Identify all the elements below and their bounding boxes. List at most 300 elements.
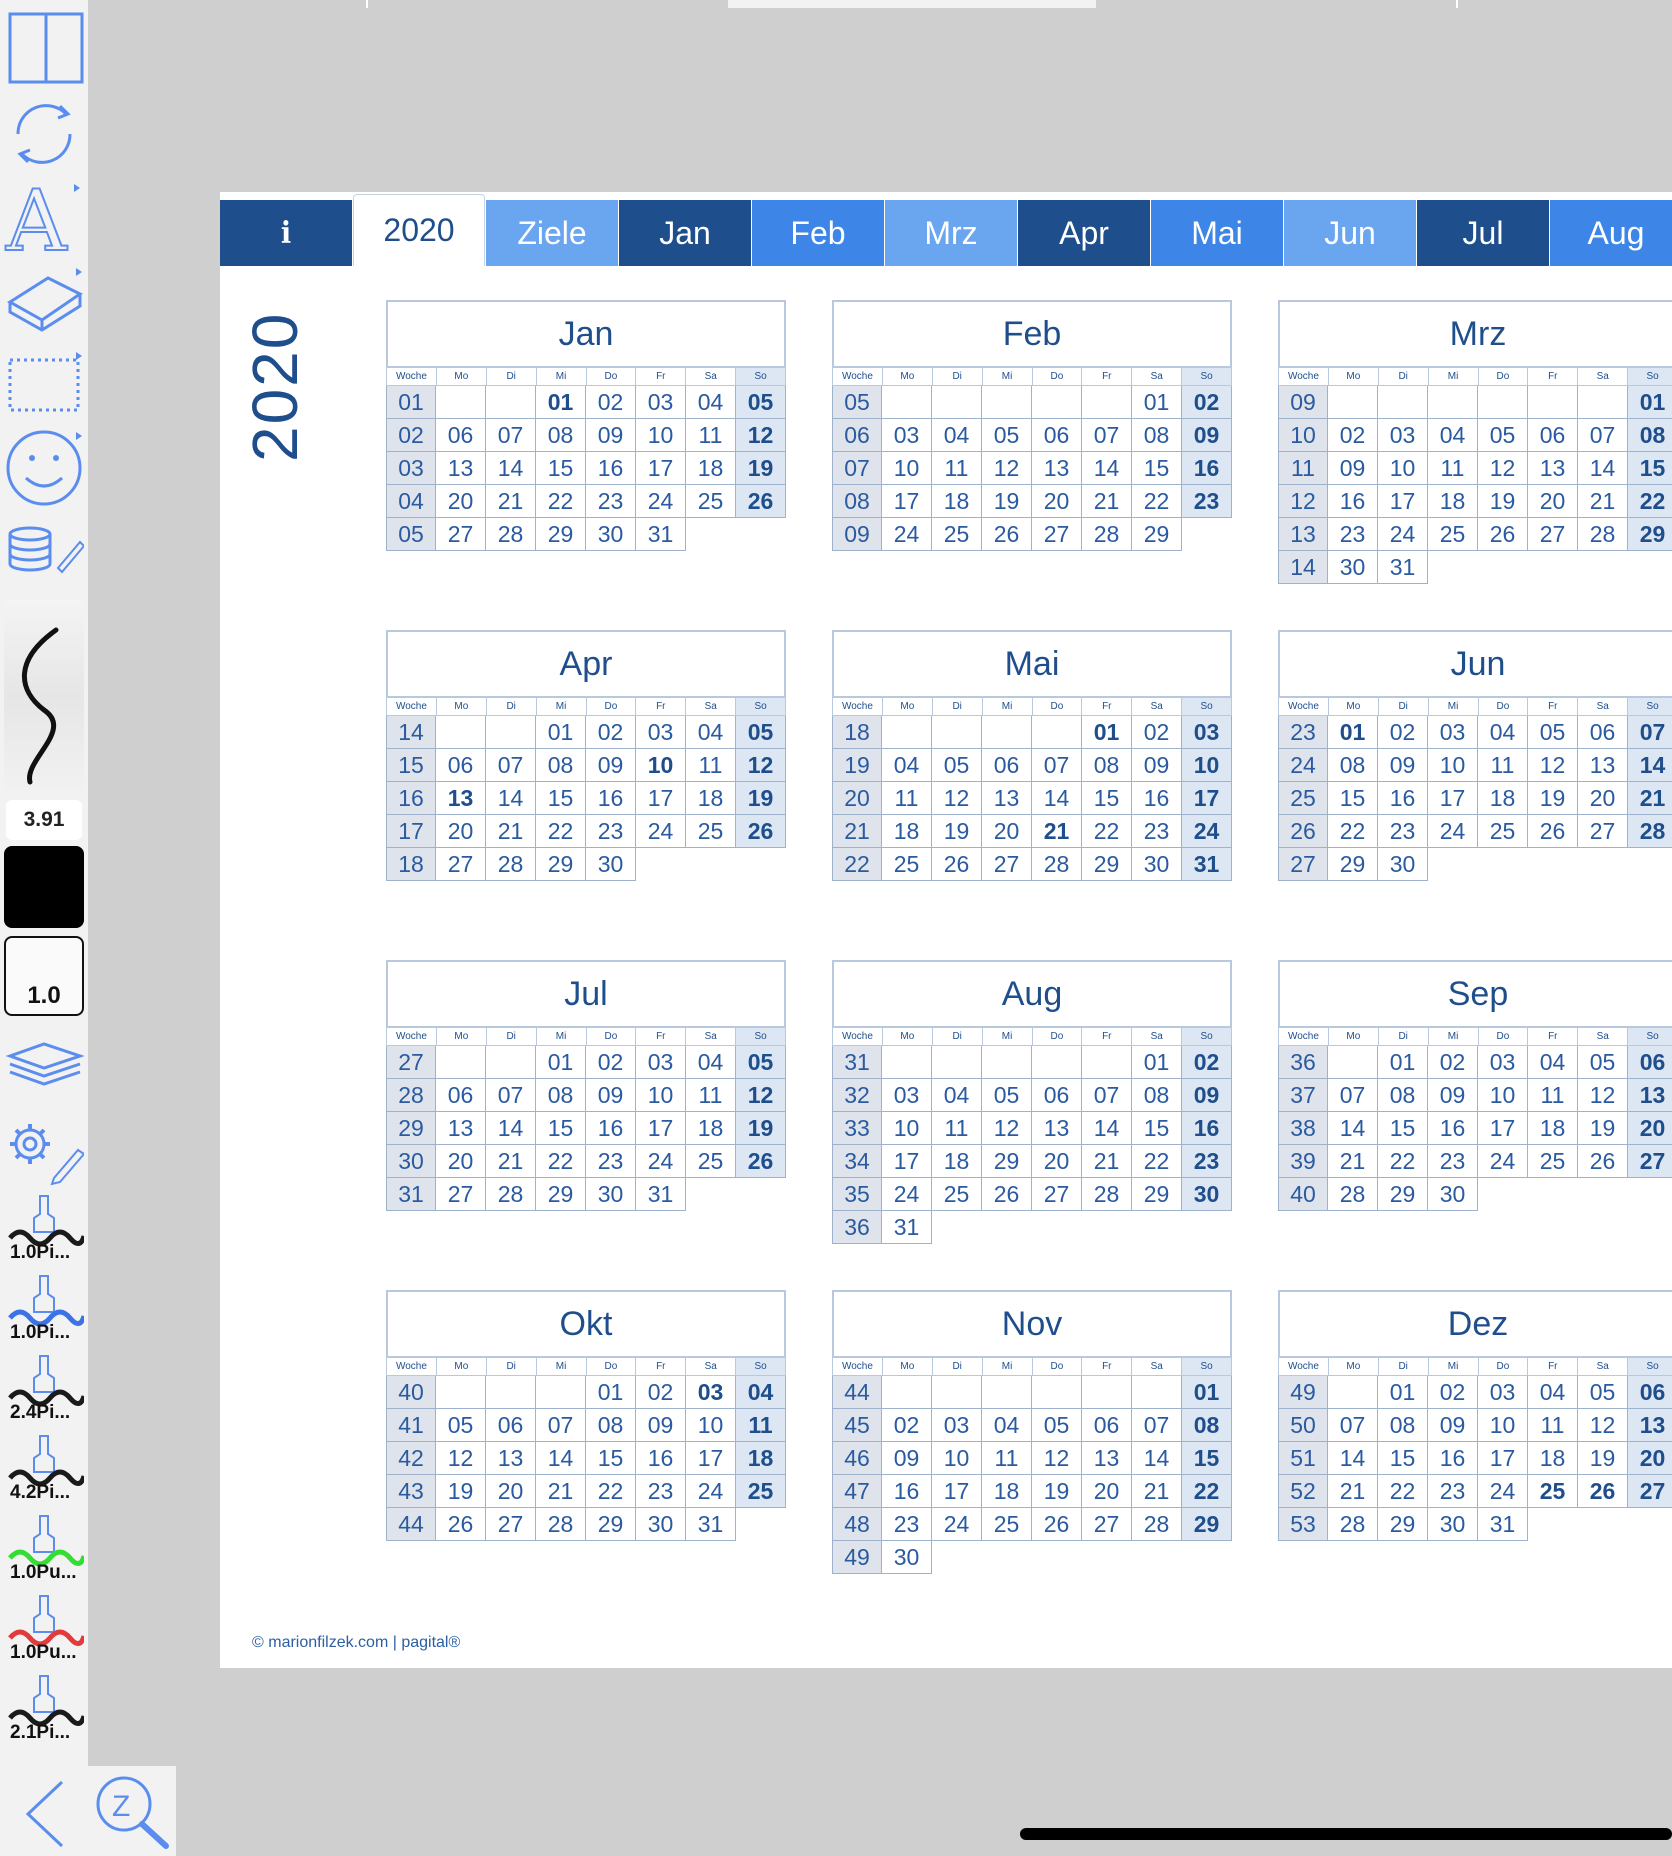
day-cell[interactable]: 29 (1082, 848, 1132, 881)
tab-2020[interactable]: 2020 (353, 194, 485, 266)
layers-edit-icon[interactable] (4, 524, 84, 576)
week-number[interactable]: 01 (386, 386, 436, 419)
day-cell[interactable]: 12 (1032, 1442, 1082, 1475)
day-cell[interactable]: 14 (486, 1112, 536, 1145)
day-cell[interactable]: 31 (636, 518, 686, 551)
day-cell[interactable]: 29 (1328, 848, 1378, 881)
pen-preset-7[interactable] (4, 1672, 84, 1748)
day-cell[interactable]: 08 (536, 419, 586, 452)
day-cell[interactable]: 18 (686, 782, 736, 815)
day-cell[interactable]: 03 (1478, 1046, 1528, 1079)
day-cell[interactable]: 04 (982, 1409, 1032, 1442)
day-cell[interactable]: 01 (586, 1376, 636, 1409)
day-cell[interactable]: 20 (1628, 1112, 1672, 1145)
day-cell[interactable]: 21 (536, 1475, 586, 1508)
day-cell[interactable]: 20 (486, 1475, 536, 1508)
settings-gear-icon[interactable] (4, 1112, 84, 1186)
day-cell[interactable]: 31 (1478, 1508, 1528, 1541)
day-cell[interactable]: 30 (1428, 1178, 1478, 1211)
day-cell[interactable]: 30 (1428, 1508, 1478, 1541)
day-cell[interactable]: 25 (1428, 518, 1478, 551)
day-cell[interactable]: 08 (536, 1079, 586, 1112)
day-cell[interactable]: 11 (686, 749, 736, 782)
day-cell[interactable]: 05 (982, 1079, 1032, 1112)
week-number[interactable]: 02 (386, 419, 436, 452)
pen-preset-2[interactable] (4, 1272, 84, 1348)
day-cell[interactable]: 11 (736, 1409, 786, 1442)
day-cell[interactable]: 13 (1082, 1442, 1132, 1475)
day-cell[interactable]: 01 (1378, 1046, 1428, 1079)
day-cell[interactable]: 29 (1628, 518, 1672, 551)
day-cell[interactable]: 27 (436, 1178, 486, 1211)
day-cell[interactable]: 22 (1082, 815, 1132, 848)
day-cell[interactable]: 12 (1578, 1409, 1628, 1442)
day-cell[interactable]: 14 (486, 782, 536, 815)
week-number[interactable]: 24 (1278, 749, 1328, 782)
day-cell[interactable]: 08 (1378, 1079, 1428, 1112)
tab-mrz[interactable]: Mrz (885, 200, 1017, 266)
day-cell[interactable]: 25 (1528, 1475, 1578, 1508)
week-number[interactable]: 39 (1278, 1145, 1328, 1178)
day-cell[interactable]: 28 (486, 518, 536, 551)
day-cell[interactable]: 15 (1378, 1112, 1428, 1145)
day-cell[interactable]: 06 (1082, 1409, 1132, 1442)
day-cell[interactable]: 23 (586, 1145, 636, 1178)
day-cell[interactable]: 03 (1428, 716, 1478, 749)
week-number[interactable]: 09 (832, 518, 882, 551)
day-cell[interactable]: 19 (736, 782, 786, 815)
day-cell[interactable]: 06 (436, 419, 486, 452)
day-cell[interactable]: 07 (1132, 1409, 1182, 1442)
day-cell[interactable]: 26 (1578, 1475, 1628, 1508)
day-cell[interactable]: 06 (436, 1079, 486, 1112)
day-cell[interactable]: 13 (486, 1442, 536, 1475)
day-cell[interactable]: 17 (1378, 485, 1428, 518)
day-cell[interactable]: 15 (536, 782, 586, 815)
day-cell[interactable]: 31 (636, 1178, 686, 1211)
day-cell[interactable]: 25 (686, 815, 736, 848)
day-cell[interactable]: 18 (1478, 782, 1528, 815)
day-cell[interactable]: 06 (982, 749, 1032, 782)
lasso-select-icon[interactable] (4, 346, 84, 416)
day-cell[interactable]: 04 (686, 716, 736, 749)
day-cell[interactable]: 22 (536, 815, 586, 848)
day-cell[interactable]: 24 (636, 1145, 686, 1178)
day-cell[interactable]: 07 (1578, 419, 1628, 452)
day-cell[interactable]: 02 (636, 1376, 686, 1409)
day-cell[interactable]: 26 (1032, 1508, 1082, 1541)
day-cell[interactable]: 09 (1132, 749, 1182, 782)
day-cell[interactable]: 18 (736, 1442, 786, 1475)
day-cell[interactable]: 11 (1528, 1409, 1578, 1442)
day-cell[interactable]: 02 (1378, 716, 1428, 749)
day-cell[interactable]: 19 (736, 452, 786, 485)
day-cell[interactable]: 09 (1182, 419, 1232, 452)
day-cell[interactable]: 21 (486, 485, 536, 518)
day-cell[interactable]: 13 (1628, 1409, 1672, 1442)
day-cell[interactable]: 28 (1328, 1178, 1378, 1211)
month-title[interactable]: Jul (386, 960, 786, 1028)
day-cell[interactable]: 20 (436, 1145, 486, 1178)
day-cell[interactable]: 27 (1528, 518, 1578, 551)
week-number[interactable]: 45 (832, 1409, 882, 1442)
day-cell[interactable]: 25 (1528, 1145, 1578, 1178)
tab-jan[interactable]: Jan (619, 200, 751, 266)
day-cell[interactable]: 12 (1478, 452, 1528, 485)
week-number[interactable]: 03 (386, 452, 436, 485)
day-cell[interactable]: 12 (1528, 749, 1578, 782)
day-cell[interactable]: 23 (586, 485, 636, 518)
month-title[interactable]: Dez (1278, 1290, 1672, 1358)
day-cell[interactable]: 06 (1032, 419, 1082, 452)
day-cell[interactable]: 05 (1578, 1046, 1628, 1079)
day-cell[interactable]: 09 (1378, 749, 1428, 782)
day-cell[interactable]: 10 (882, 1112, 932, 1145)
week-number[interactable]: 10 (1278, 419, 1328, 452)
day-cell[interactable]: 25 (686, 1145, 736, 1178)
day-cell[interactable]: 27 (1628, 1475, 1672, 1508)
day-cell[interactable]: 29 (536, 1178, 586, 1211)
day-cell[interactable]: 26 (982, 518, 1032, 551)
day-cell[interactable]: 31 (1378, 551, 1428, 584)
week-number[interactable]: 07 (832, 452, 882, 485)
day-cell[interactable]: 31 (882, 1211, 932, 1244)
day-cell[interactable]: 14 (1578, 452, 1628, 485)
day-cell[interactable]: 06 (436, 749, 486, 782)
month-title[interactable]: Jan (386, 300, 786, 368)
day-cell[interactable]: 27 (1628, 1145, 1672, 1178)
day-cell[interactable]: 08 (1628, 419, 1672, 452)
day-cell[interactable]: 14 (1082, 452, 1132, 485)
day-cell[interactable]: 12 (436, 1442, 486, 1475)
day-cell[interactable]: 10 (636, 419, 686, 452)
pen-preset-1[interactable] (4, 1192, 84, 1268)
day-cell[interactable]: 11 (1478, 749, 1528, 782)
day-cell[interactable]: 02 (586, 716, 636, 749)
day-cell[interactable]: 09 (586, 1079, 636, 1112)
day-cell[interactable]: 02 (882, 1409, 932, 1442)
day-cell[interactable]: 16 (1328, 485, 1378, 518)
week-number[interactable]: 36 (832, 1211, 882, 1244)
day-cell[interactable]: 07 (1628, 716, 1672, 749)
day-cell[interactable]: 24 (1478, 1475, 1528, 1508)
day-cell[interactable]: 22 (1628, 485, 1672, 518)
day-cell[interactable]: 23 (1182, 1145, 1232, 1178)
day-cell[interactable]: 28 (1578, 518, 1628, 551)
day-cell[interactable]: 20 (982, 815, 1032, 848)
day-cell[interactable]: 17 (1428, 782, 1478, 815)
day-cell[interactable]: 31 (686, 1508, 736, 1541)
day-cell[interactable]: 24 (882, 1178, 932, 1211)
day-cell[interactable]: 10 (1378, 452, 1428, 485)
day-cell[interactable]: 20 (436, 485, 486, 518)
day-cell[interactable]: 13 (982, 782, 1032, 815)
day-cell[interactable]: 01 (1082, 716, 1132, 749)
day-cell[interactable]: 29 (1132, 518, 1182, 551)
week-number[interactable]: 18 (832, 716, 882, 749)
day-cell[interactable]: 14 (1328, 1112, 1378, 1145)
week-number[interactable]: 44 (386, 1508, 436, 1541)
day-cell[interactable]: 29 (1132, 1178, 1182, 1211)
month-title[interactable]: Nov (832, 1290, 1232, 1358)
day-cell[interactable]: 03 (686, 1376, 736, 1409)
day-cell[interactable]: 04 (882, 749, 932, 782)
day-cell[interactable]: 19 (1478, 485, 1528, 518)
day-cell[interactable]: 03 (882, 419, 932, 452)
day-cell[interactable]: 21 (1032, 815, 1082, 848)
day-cell[interactable]: 26 (736, 815, 786, 848)
day-cell[interactable]: 29 (1182, 1508, 1232, 1541)
day-cell[interactable]: 13 (1578, 749, 1628, 782)
week-number[interactable]: 27 (1278, 848, 1328, 881)
day-cell[interactable]: 19 (736, 1112, 786, 1145)
opacity-value[interactable]: 1.0 (4, 936, 84, 1016)
day-cell[interactable]: 26 (1528, 815, 1578, 848)
back-chevron-icon[interactable] (18, 1776, 74, 1850)
day-cell[interactable]: 11 (1528, 1079, 1578, 1112)
week-number[interactable]: 46 (832, 1442, 882, 1475)
day-cell[interactable]: 07 (1328, 1409, 1378, 1442)
day-cell[interactable]: 23 (1378, 815, 1428, 848)
day-cell[interactable]: 14 (1082, 1112, 1132, 1145)
day-cell[interactable]: 17 (1182, 782, 1232, 815)
day-cell[interactable]: 16 (1428, 1442, 1478, 1475)
day-cell[interactable]: 02 (1328, 419, 1378, 452)
pen-preset-5[interactable] (4, 1512, 84, 1588)
day-cell[interactable]: 28 (536, 1508, 586, 1541)
stroke-preview[interactable] (4, 600, 84, 790)
day-cell[interactable]: 22 (586, 1475, 636, 1508)
day-cell[interactable]: 07 (1082, 1079, 1132, 1112)
day-cell[interactable]: 27 (982, 848, 1032, 881)
tab-mai[interactable]: Mai (1151, 200, 1283, 266)
day-cell[interactable]: 04 (686, 386, 736, 419)
month-title[interactable]: Aug (832, 960, 1232, 1028)
week-number[interactable]: 42 (386, 1442, 436, 1475)
day-cell[interactable]: 16 (586, 782, 636, 815)
day-cell[interactable]: 17 (636, 452, 686, 485)
day-cell[interactable]: 30 (586, 518, 636, 551)
week-number[interactable]: 12 (1278, 485, 1328, 518)
week-number[interactable]: 38 (1278, 1112, 1328, 1145)
eraser-icon[interactable] (4, 262, 84, 334)
day-cell[interactable]: 21 (486, 1145, 536, 1178)
day-cell[interactable]: 25 (932, 518, 982, 551)
week-number[interactable]: 26 (1278, 815, 1328, 848)
split-view-icon[interactable] (4, 10, 84, 86)
day-cell[interactable]: 21 (1328, 1145, 1378, 1178)
week-number[interactable]: 17 (386, 815, 436, 848)
day-cell[interactable]: 11 (932, 1112, 982, 1145)
day-cell[interactable]: 28 (486, 848, 536, 881)
week-number[interactable]: 30 (386, 1145, 436, 1178)
color-swatch[interactable] (4, 846, 84, 928)
week-number[interactable]: 18 (386, 848, 436, 881)
day-cell[interactable]: 15 (1132, 452, 1182, 485)
day-cell[interactable]: 26 (436, 1508, 486, 1541)
day-cell[interactable]: 12 (932, 782, 982, 815)
day-cell[interactable]: 29 (536, 518, 586, 551)
week-number[interactable]: 04 (386, 485, 436, 518)
day-cell[interactable]: 23 (1182, 485, 1232, 518)
day-cell[interactable]: 21 (1328, 1475, 1378, 1508)
day-cell[interactable]: 12 (1578, 1079, 1628, 1112)
day-cell[interactable]: 17 (1478, 1442, 1528, 1475)
day-cell[interactable]: 01 (1132, 386, 1182, 419)
day-cell[interactable]: 02 (586, 1046, 636, 1079)
week-number[interactable]: 51 (1278, 1442, 1328, 1475)
day-cell[interactable]: 05 (736, 716, 786, 749)
day-cell[interactable]: 26 (932, 848, 982, 881)
day-cell[interactable]: 01 (1132, 1046, 1182, 1079)
day-cell[interactable]: 06 (1528, 419, 1578, 452)
day-cell[interactable]: 28 (486, 1178, 536, 1211)
day-cell[interactable]: 30 (882, 1541, 932, 1574)
day-cell[interactable]: 08 (586, 1409, 636, 1442)
day-cell[interactable]: 13 (1032, 452, 1082, 485)
month-title[interactable]: Feb (832, 300, 1232, 368)
day-cell[interactable]: 09 (882, 1442, 932, 1475)
day-cell[interactable]: 19 (436, 1475, 486, 1508)
week-number[interactable]: 13 (1278, 518, 1328, 551)
day-cell[interactable]: 05 (436, 1409, 486, 1442)
day-cell[interactable]: 04 (1528, 1376, 1578, 1409)
day-cell[interactable]: 05 (1032, 1409, 1082, 1442)
day-cell[interactable]: 03 (882, 1079, 932, 1112)
day-cell[interactable]: 09 (1428, 1409, 1478, 1442)
day-cell[interactable]: 17 (882, 1145, 932, 1178)
day-cell[interactable]: 27 (486, 1508, 536, 1541)
day-cell[interactable]: 23 (586, 815, 636, 848)
week-number[interactable]: 40 (386, 1376, 436, 1409)
day-cell[interactable]: 23 (1132, 815, 1182, 848)
day-cell[interactable]: 04 (932, 419, 982, 452)
day-cell[interactable]: 13 (1032, 1112, 1082, 1145)
day-cell[interactable]: 18 (1528, 1442, 1578, 1475)
day-cell[interactable]: 04 (1528, 1046, 1578, 1079)
day-cell[interactable]: 13 (1528, 452, 1578, 485)
day-cell[interactable]: 20 (1032, 1145, 1082, 1178)
day-cell[interactable]: 03 (1478, 1376, 1528, 1409)
week-number[interactable]: 34 (832, 1145, 882, 1178)
day-cell[interactable]: 18 (982, 1475, 1032, 1508)
tab-ziele[interactable]: Ziele (486, 200, 618, 266)
day-cell[interactable]: 02 (586, 386, 636, 419)
text-tool-icon[interactable] (4, 176, 84, 256)
day-cell[interactable]: 28 (1628, 815, 1672, 848)
month-title[interactable]: Apr (386, 630, 786, 698)
day-cell[interactable]: 07 (486, 749, 536, 782)
day-cell[interactable]: 21 (1082, 485, 1132, 518)
day-cell[interactable]: 28 (1082, 518, 1132, 551)
day-cell[interactable]: 21 (486, 815, 536, 848)
week-number[interactable]: 15 (386, 749, 436, 782)
day-cell[interactable]: 24 (1378, 518, 1428, 551)
day-cell[interactable]: 30 (1182, 1178, 1232, 1211)
pen-preset-4[interactable] (4, 1432, 84, 1508)
week-number[interactable]: 33 (832, 1112, 882, 1145)
day-cell[interactable]: 02 (1428, 1376, 1478, 1409)
day-cell[interactable]: 08 (1082, 749, 1132, 782)
day-cell[interactable]: 23 (636, 1475, 686, 1508)
week-number[interactable]: 50 (1278, 1409, 1328, 1442)
day-cell[interactable]: 28 (1328, 1508, 1378, 1541)
day-cell[interactable]: 22 (1378, 1145, 1428, 1178)
day-cell[interactable]: 15 (1132, 1112, 1182, 1145)
day-cell[interactable]: 26 (1578, 1145, 1628, 1178)
week-number[interactable]: 09 (1278, 386, 1328, 419)
week-number[interactable]: 41 (386, 1409, 436, 1442)
day-cell[interactable]: 05 (1478, 419, 1528, 452)
day-cell[interactable]: 29 (1378, 1508, 1428, 1541)
month-title[interactable]: Mrz (1278, 300, 1672, 368)
day-cell[interactable]: 05 (982, 419, 1032, 452)
day-cell[interactable]: 29 (982, 1145, 1032, 1178)
day-cell[interactable]: 25 (982, 1508, 1032, 1541)
day-cell[interactable]: 17 (636, 782, 686, 815)
day-cell[interactable]: 22 (1378, 1475, 1428, 1508)
day-cell[interactable]: 08 (1132, 1079, 1182, 1112)
day-cell[interactable]: 06 (1578, 716, 1628, 749)
day-cell[interactable]: 15 (536, 452, 586, 485)
day-cell[interactable]: 06 (1628, 1046, 1672, 1079)
day-cell[interactable]: 06 (1032, 1079, 1082, 1112)
day-cell[interactable]: 12 (736, 749, 786, 782)
day-cell[interactable]: 04 (686, 1046, 736, 1079)
tab-apr[interactable]: Apr (1018, 200, 1150, 266)
day-cell[interactable]: 18 (686, 1112, 736, 1145)
week-number[interactable]: 14 (1278, 551, 1328, 584)
day-cell[interactable]: 19 (1528, 782, 1578, 815)
day-cell[interactable]: 25 (882, 848, 932, 881)
day-cell[interactable]: 12 (982, 452, 1032, 485)
day-cell[interactable]: 04 (736, 1376, 786, 1409)
day-cell[interactable]: 30 (586, 848, 636, 881)
day-cell[interactable]: 17 (932, 1475, 982, 1508)
week-number[interactable]: 53 (1278, 1508, 1328, 1541)
day-cell[interactable]: 28 (1082, 1178, 1132, 1211)
day-cell[interactable]: 16 (1378, 782, 1428, 815)
day-cell[interactable]: 11 (932, 452, 982, 485)
day-cell[interactable]: 22 (1132, 1145, 1182, 1178)
day-cell[interactable]: 21 (1132, 1475, 1182, 1508)
day-cell[interactable]: 30 (1378, 848, 1428, 881)
day-cell[interactable]: 20 (1082, 1475, 1132, 1508)
day-cell[interactable]: 19 (982, 485, 1032, 518)
day-cell[interactable]: 26 (736, 485, 786, 518)
week-number[interactable]: 05 (386, 518, 436, 551)
day-cell[interactable]: 26 (982, 1178, 1032, 1211)
tab-feb[interactable]: Feb (752, 200, 884, 266)
day-cell[interactable]: 18 (882, 815, 932, 848)
day-cell[interactable]: 12 (982, 1112, 1032, 1145)
day-cell[interactable]: 16 (586, 452, 636, 485)
week-number[interactable]: 11 (1278, 452, 1328, 485)
week-number[interactable]: 21 (832, 815, 882, 848)
day-cell[interactable]: 27 (1032, 1178, 1082, 1211)
day-cell[interactable]: 24 (882, 518, 932, 551)
day-cell[interactable]: 01 (536, 386, 586, 419)
week-number[interactable]: 36 (1278, 1046, 1328, 1079)
day-cell[interactable]: 05 (932, 749, 982, 782)
week-number[interactable]: 32 (832, 1079, 882, 1112)
day-cell[interactable]: 01 (1628, 386, 1672, 419)
week-number[interactable]: 22 (832, 848, 882, 881)
day-cell[interactable]: 04 (1478, 716, 1528, 749)
tab-jun[interactable]: Jun (1284, 200, 1416, 266)
day-cell[interactable]: 19 (1578, 1112, 1628, 1145)
week-number[interactable]: 48 (832, 1508, 882, 1541)
